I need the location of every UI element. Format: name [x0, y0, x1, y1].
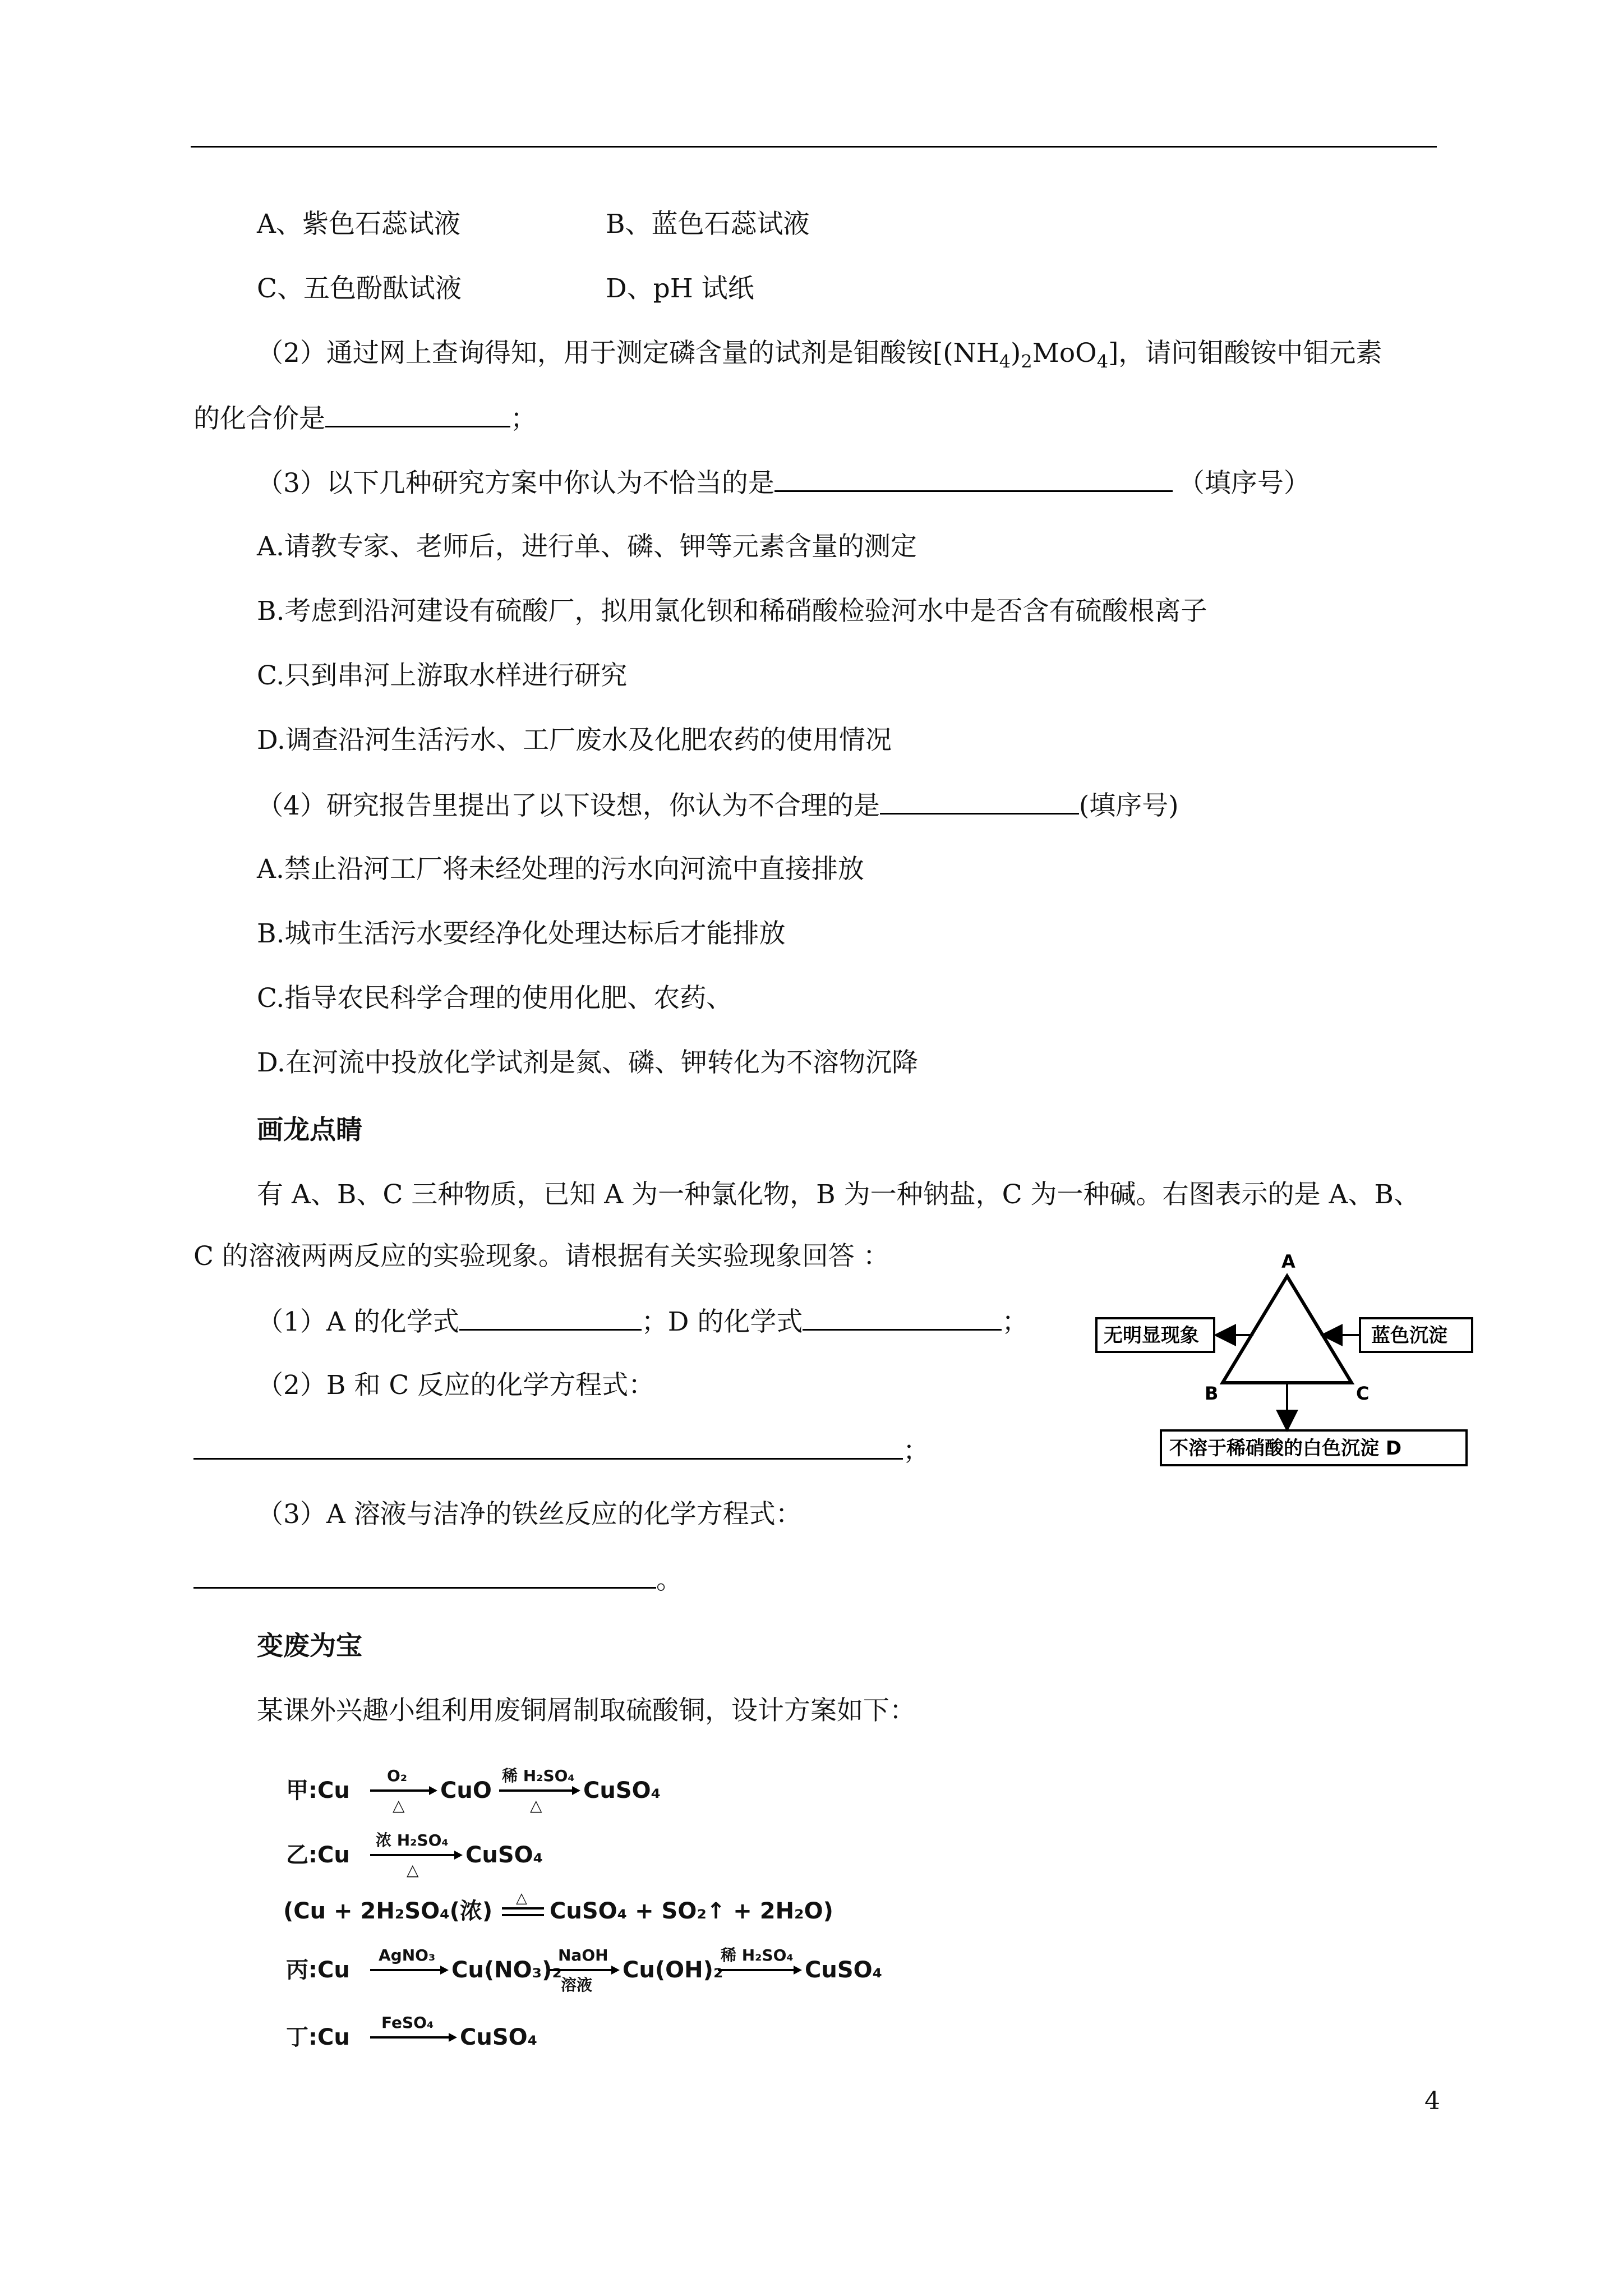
- q3-option-c: C.只到串河上游取水样进行研究: [257, 660, 628, 691]
- triangle-shape: [1223, 1276, 1352, 1383]
- question-3-stem: （3）以下几种研究方案中你认为不恰当的是 （填序号）: [257, 466, 1310, 500]
- cond: △: [407, 1861, 419, 1879]
- section1-para2: C 的溶液两两反应的实验现象。请根据有关实验现象回答 ：: [193, 1241, 889, 1272]
- product: Cu(NO₃)₂: [451, 1957, 562, 1983]
- option-d: D、pH 试纸: [606, 273, 754, 304]
- arrow-head: [440, 1966, 449, 1975]
- reaction-triangle-diagram: [1094, 1248, 1475, 1478]
- cond: 稀 H₂SO₄: [721, 1946, 794, 1964]
- q4-option-b: B.城市生活污水要经净化处理达标后才能排放: [257, 918, 786, 949]
- copper-sulfate-schemes: [280, 1756, 953, 2070]
- section2-para: 某课外兴趣小组利用废铜屑制取硫酸铜，设计方案如下：: [257, 1695, 916, 1726]
- product: CuSO₄: [805, 1957, 883, 1983]
- arrow-head: [611, 1966, 620, 1975]
- arrow-head: [454, 1851, 463, 1860]
- q3-option-b: B.考虑到沿河建设有硫酸厂，拟用氯化钡和稀硝酸检验河水中是否含有硫酸根离子: [257, 596, 1207, 627]
- cond: O₂: [387, 1766, 408, 1785]
- arrow-head: [794, 1966, 802, 1975]
- cond: △: [393, 1796, 405, 1815]
- equation-left: (Cu + 2H₂SO₄(浓): [283, 1898, 493, 1924]
- cond: 浓 H₂SO₄: [376, 1831, 449, 1849]
- cond: AgNO₃: [379, 1946, 436, 1964]
- question-2-line2: 的化合价是 ；: [193, 401, 537, 436]
- section-title-bianfei: 变废为宝: [257, 1631, 362, 1662]
- cond: △: [516, 1890, 527, 1907]
- product: CuSO₄: [583, 1778, 661, 1803]
- q3-option-d: D.调查沿河生活污水、工厂废水及化肥农药的使用情况: [257, 725, 892, 756]
- section1-para1: 有 A、B、C 三种物质，已知 A 为一种氯化物，B 为一种钠盐，C 为一种碱。右图表示的是 A、B、: [257, 1179, 1420, 1210]
- section1-q1: （1）A 的化学式 ；D 的化学式 ；: [257, 1304, 1028, 1339]
- vertex-c: C: [1356, 1383, 1370, 1404]
- option-b: B、蓝色石蕊试液: [606, 209, 810, 240]
- q4-option-d: D.在河流中投放化学试剂是氮、磷、钾转化为不溶物沉降: [257, 1047, 918, 1078]
- answer-blank-a-formula[interactable]: [459, 1304, 642, 1331]
- product: CuO: [440, 1778, 492, 1803]
- section1-q2: （2）B 和 C 反应的化学方程式：: [257, 1370, 655, 1401]
- cond: △: [530, 1796, 542, 1815]
- arrow-head: [449, 2033, 457, 2042]
- product: CuSO₄: [465, 1842, 543, 1868]
- left-result-label: 无明显现象: [1104, 1324, 1199, 1347]
- section1-q3: （3）A 溶液与洁净的铁丝反应的化学方程式：: [257, 1499, 802, 1530]
- page-number: 4: [1424, 2087, 1440, 2115]
- vertex-b: B: [1205, 1383, 1219, 1404]
- answer-blank-bc-equation[interactable]: [193, 1433, 903, 1460]
- header-rule: [191, 146, 1437, 148]
- option-a: A、紫色石蕊试液: [257, 209, 460, 240]
- question-2-line1: （2）通过网上查询得知，用于测定磷含量的试剂是钼酸铵$[(NH_4)_2MoO_4]$，请问钼酸铵中钼元素: [257, 338, 1382, 372]
- scheme-ding-label: 丁:Cu: [286, 2024, 350, 2050]
- section1-q3-answer: 。: [193, 1562, 683, 1597]
- product: CuSO₄: [460, 2024, 538, 2050]
- answer-blank-q4[interactable]: [880, 788, 1079, 815]
- q4-option-c: C.指导农民科学合理的使用化肥、农药、: [257, 983, 733, 1014]
- answer-blank-valence[interactable]: [325, 401, 510, 427]
- cond: 溶液: [561, 1976, 593, 1994]
- question-4-stem: （4）研究报告里提出了以下设想，你认为不合理的是 (填序号): [257, 788, 1179, 823]
- section-title-hualong: 画龙点睛: [257, 1115, 362, 1145]
- arrow-head: [572, 1786, 580, 1795]
- answer-blank-fe-equation[interactable]: [193, 1562, 656, 1589]
- answer-blank-q3[interactable]: [774, 466, 1173, 492]
- cond: FeSO₄: [381, 2013, 434, 2032]
- product: Cu(OH)₂: [623, 1957, 723, 1983]
- right-result-label: 蓝色沉淀: [1371, 1324, 1447, 1347]
- section1-q2-answer: ；: [193, 1433, 929, 1468]
- scheme-yi-label: 乙:Cu: [286, 1842, 350, 1868]
- option-c: C、五色酚酞试液: [257, 273, 462, 304]
- q4-option-a: A.禁止沿河工厂将未经处理的污水向河流中直接排放: [257, 854, 864, 885]
- cond: 稀 H₂SO₄: [502, 1766, 575, 1785]
- equation-right: CuSO₄ + SO₂↑ + 2H₂O): [550, 1898, 833, 1924]
- cond: NaOH: [558, 1946, 608, 1964]
- scheme-jia-label: 甲:Cu: [286, 1778, 350, 1803]
- q3-option-a: A.请教专家、老师后，进行单、磷、钾等元素含量的测定: [257, 531, 917, 562]
- answer-blank-d-formula[interactable]: [803, 1304, 1002, 1331]
- arrow-head: [429, 1786, 437, 1795]
- bottom-result-label: 不溶于稀硝酸的白色沉淀 D: [1169, 1437, 1402, 1460]
- vertex-a: A: [1281, 1251, 1295, 1272]
- scheme-bing-label: 丙:Cu: [286, 1957, 350, 1983]
